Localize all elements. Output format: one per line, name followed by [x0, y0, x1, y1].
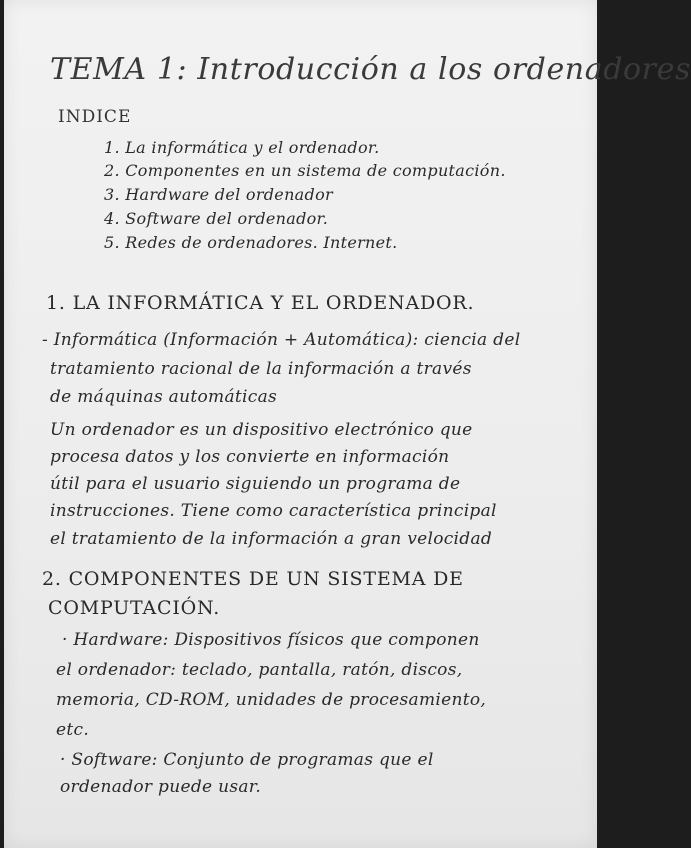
section-heading: COMPUTACIÓN.	[48, 597, 221, 619]
index-item: 4. Software del ordenador.	[104, 209, 329, 228]
text-line: de máquinas automáticas	[50, 387, 278, 407]
index-item: 2. Componentes en un sistema de computación.	[104, 161, 506, 180]
section-heading: 2. COMPONENTES DE UN SISTEMA DE	[42, 568, 464, 590]
text-line: ordenador puede usar.	[60, 777, 262, 797]
notebook-page	[4, 0, 691, 848]
section-heading: 1. LA INFORMÁTICA Y EL ORDENADOR.	[46, 292, 475, 314]
text-line: · Hardware: Dispositivos físicos que componen	[62, 630, 480, 650]
index-item: 5. Redes de ordenadores. Internet.	[104, 233, 398, 252]
text-line: etc.	[56, 720, 90, 740]
text-line: · Software: Conjunto de programas que el	[60, 750, 434, 770]
text-line: memoria, CD-ROM, unidades de procesamiento,	[56, 690, 487, 710]
text-line: tratamiento racional de la información a través	[50, 359, 472, 379]
text-line: procesa datos y los convierte en información	[50, 447, 450, 467]
text-line: Un ordenador es un dispositivo electrónico que	[50, 420, 473, 440]
text-line: útil para el usuario siguiendo un programa de	[50, 474, 461, 494]
text-line: - Informática (Información + Automática): ciencia del	[42, 330, 521, 350]
text-line: instrucciones. Tiene como característica principal	[50, 501, 497, 521]
index-item: 3. Hardware del ordenador	[104, 185, 333, 204]
index-item: 1. La informática y el ordenador.	[104, 138, 380, 157]
page-title: TEMA 1: Introducción a los ordenadores	[50, 52, 691, 87]
text-line: el ordenador: teclado, pantalla, ratón, discos,	[56, 660, 463, 680]
text-line: el tratamiento de la información a gran velocidad	[50, 529, 493, 549]
index-heading: INDICE	[58, 107, 132, 127]
